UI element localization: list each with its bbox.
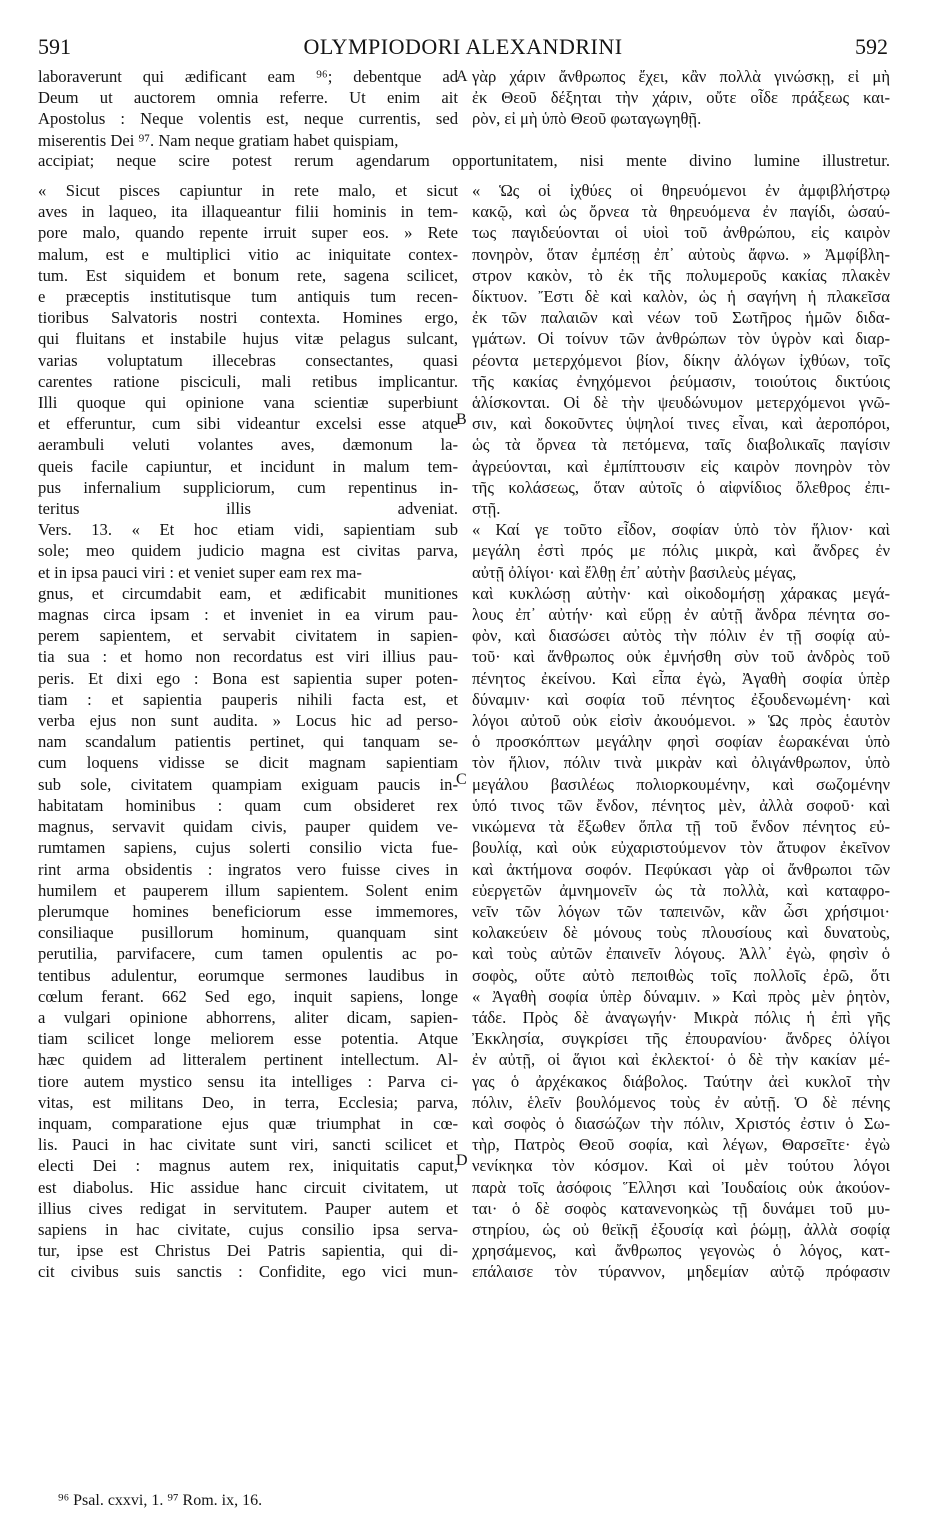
text-line: Vers. 13. « Et hoc etiam vidi, sapientiam sub [38,520,458,540]
text-line: νεῖν τῶν λόγων τῶν ταπεινῶν, κἂν ὦσι χρήσιμοι· [472,901,890,921]
text-line: tia sua : et homo non recordatus est viri illius pau- [38,647,458,667]
text-line: et efferuntur, cum sibi videantur excelsi esse atque [38,414,458,434]
text-line: ἐκ Θεοῦ δέξηται τὴν χάριν, οὔτε οἶδε πράξεως και- [472,88,890,108]
text-line: rint arma obsidentis : ingratos vero fuisse cives in [38,859,458,879]
text-line: « Sicut pisces capiuntur in rete malo, et sicut [38,181,458,200]
text-line: σιν, καὶ δοκοῦντες ὑψηλοί τινες εἶναι, καὶ ἀεροπόροι, [472,414,890,434]
text-line: γμάτων. Οἱ τοίνυν τῶν ἀνθρώπων τὸν ὑγρὸν καὶ διαρ- [472,329,890,349]
text-line: νενίκηκα τὸν κόσμον. Καὶ οἱ μὲν τούτου λόγοι [472,1156,890,1176]
text-line: « Ἀγαθὴ σοφία ὑπὲρ δύναμιν. » Καὶ πρὸς μὲν ῥητὸν, [472,986,890,1006]
text-line: Apostolus : Neque volentis est, neque currentis, sed [38,109,458,129]
text-line: lis. Pauci in hac civitate sunt viri, sancti scilicet et [38,1135,458,1155]
text-line: tiam scilicet longe meliorem esse potentia. Atque [38,1029,458,1049]
text-line: χρησάμενος, καὶ ἄνθρωπος γεγονὼς ὁ λόγος, κατ- [472,1241,890,1261]
text-line: μεγάλη ἐστὶ πρός με πόλις μικρὰ, καὶ ἄνδρες ἐν [472,541,890,561]
text-line: humilem et pauperem illum sapientem. Solent enim [38,880,458,900]
text-line: inquam, comparatione ejus quæ triumphat in cœ- [38,1113,458,1133]
text-line: aves in laqueo, ita illaqueantur filii hominis in tem- [38,202,458,222]
text-line: rumtamen sapiens, cujus solerti consilio victa fue- [38,838,458,858]
text-line: τῆς κακίας ἐνηχόμενοι ῥεύμασιν, τοιούτοις δικτύοις [472,371,890,391]
text-line: Ἐκκλησία, συγκρίσει τῆς ἐπουρανίου· ἄνδρες ὀλίγοι [472,1029,890,1049]
text-line: gnus, et circumdabit eam, et ædificabit munitiones [38,583,458,603]
text-line: habitatam hominibus : quam cum obsideret rex [38,795,458,815]
text-line: καὶ ἀκτήμονα σοφόν. Πεφύκασι γὰρ οἱ ἄνθρωποι τῶν [472,859,890,879]
text-line: κακῷ, καὶ ὡς ὄρνεα τὰ θηρευόμενα ἐν παγίδι, ὡσαύ- [472,202,890,222]
text-line: ὑπό τινος τῶν ἔνδον, πένητος μὲν, ἀλλὰ σοφοῦ· καὶ [472,795,890,815]
page-number-right: 592 [855,34,888,59]
text-line: « Ὡς οἱ ἰχθύες οἱ θηρευόμενοι ἐν ἀμφιβλήστρῳ [472,181,890,200]
text-line: φὸν, καὶ διασώσει αὐτὸς τὴν πόλιν ἐν τῇ σοφίᾳ αὐ- [472,626,890,646]
text-line: est diabolus. Hic assidue hanc circuit civitatem, ut [38,1177,458,1197]
text-line: λους ἐπ᾽ αὐτήν· καὶ εὕρῃ ἐν αὐτῇ ἄνδρα πένητα σο- [472,605,890,625]
text-line: hæc quidem ad litteralem pertinent intellectum. Al- [38,1050,458,1070]
text-line: cœlum ferant. 662 Sed ego, inquit sapiens, longe [38,986,458,1006]
text-line: pus infernalium suppliciorum, cum repentinus in- [38,477,458,497]
text-line: sapiens in hac civitate, cujus consilio ipsa serva- [38,1219,458,1239]
text-line: cit civibus suis sanctis : Confidite, ego vici mun- [38,1262,458,1282]
text-line: επάλαισε τὸν τύραννον, μηδεμίαν αὐτῷ πρόφασιν [472,1262,890,1282]
text-line: τως παγιδεύονται οἱ υἱοὶ τοῦ ἀνθρώπου, εἰς καιρὸν [472,223,890,243]
text-line: στρον κακὸν, τὸ ἐκ τῆς πολυμεροῦς κακίας πλακὲν [472,265,890,285]
text-line: τάδε. Πρὸς δὲ ἀναγωγήν· Μικρὰ πόλις ἡ ἐπὶ γῆς [472,1007,890,1027]
text-line: καὶ σοφὸς ὁ διασώζων τὴν πόλιν, Χριστός ἐστιν ὁ Σω- [472,1113,890,1133]
text-line: σοφὸς, οὔτε αὐτὸ πεποιθὼς τοῖς πολλοῖς ἐρῶ, ὅτι [472,965,890,985]
text-line: consiliaque pusillorum hominum, quanquam sint [38,923,458,943]
greek-column [472,180,890,1283]
text-line: tum. Est siquidem et bonum rete, sagena scilicet, [38,265,458,285]
text-line: ται· ὁ δὲ σοφὸς κατανενοηκὼς τῇ δυνάμει τοῦ μυ- [472,1198,890,1218]
text-line: pore malo, quando repente irruit super eos. » Rete [38,223,458,243]
text-line: ἁλίσκονται. Οἱ δὲ τὴν ψευδώνυμον μετερχόμενοι γνῶ- [472,393,890,413]
text-line: electi Dei : magnus autem rex, iniquitatis caput, [38,1156,458,1176]
text-line: aerambuli veluti volantes aves, dæmonum la- [38,435,458,455]
text-line: varias voluptatum illecebras consectantes, quasi [38,350,458,370]
text-line: magnas circa ipsam : et inveniet in ea virum pau- [38,605,458,625]
text-line: τὸν ἥλιον, πόλιν τινὰ μικρὰν καὶ ὀλιγάνθρωπον, ὑπὸ [472,753,890,773]
text-line: accipiat; neque scire potest rerum agendarum opportunitatem, nisi mente divino lumine illustretur. [38,151,890,170]
text-line: ρὸν, εἰ μὴ ὑπὸ Θεοῦ φωταγωγηθῇ. [472,109,702,129]
text-line: Illi quoque qui opinione vana scientiæ superbiunt [38,393,458,413]
text-line: ἀγρεύονται, καὶ ἐμπίπτουσιν εἰς καιρὸν πονηρὸν τὸν [472,456,890,476]
text-line: sole; meo quidem judicio magna est civitas parva, [38,541,458,561]
text-line: πόλιν, ἑλεῖν βουλόμενος τοὺς ἐν αὐτῇ. Ὁ δὲ πένης [472,1092,890,1112]
text-line: ὡς τὰ ὄρνεα τὰ πετόμενα, ταῖς διαβολικαῖς παγίσιν [472,435,890,455]
running-title: OLYMPIODORI ALEXANDRINI [303,34,623,59]
text-line: sub sole, civitatem quampiam exiguam paucis in- [38,774,458,794]
text-line: tur, ipse est Christus Dei Patris sapientia, qui di- [38,1241,458,1261]
text-line: ἐκ τῶν παλαιῶν καὶ νέων τοῦ Σωτῆρος ἡμῶν διδα- [472,308,890,328]
text-line: τῆς κολάσεως, ὅταν αὐτοῖς ὁ αἰφνίδιος ὄλεθρος ἐπι- [472,477,890,497]
text-line: plerumque homines beneficiorum esse immemores, [38,901,458,921]
text-line: peris. Et dixi ego : Bona est sapientia super poten- [38,668,458,688]
section-marker-c: C [456,771,467,788]
page-header [38,34,888,64]
text-line: illius cives redigat in servitutem. Pauper autem et [38,1198,458,1218]
text-line: κολακεύειν δὲ μόνους τοὺς πλουσίους καὶ δυνατοὺς, [472,923,890,943]
text-line: τὴρ, Πατρὸς Θεοῦ σοφία, καὶ λέγων, Θαρσεῖτε· ἐγὼ [472,1135,890,1155]
footnotes: ⁹⁶ Psal. cxxvi, 1. ⁹⁷ Rom. ix, 16. [58,1492,263,1509]
text-line: ἐν αὐτῇ, οἱ ἅγιοι καὶ ἐκλεκτοί· ὁ δὲ τὴν κακίαν μέ- [472,1050,890,1070]
text-line: cum loquens vidisse se dicit magnam sapientiam [38,753,458,773]
text-line: στῇ. [472,499,501,519]
text-line: qui fluitans et instabile hujus vitæ pelagus sulcant, [38,329,458,349]
text-line: « Καί γε τοῦτο εἶδον, σοφίαν ὑπὸ τὸν ἥλιον· καὶ [472,520,890,540]
greek-column-top [472,66,890,130]
text-line: a vulgari opinione abhorrens, aliter dicam, sapien- [38,1007,458,1027]
text-line: γας ὁ ἀρχέκακος διάβολος. Ταύτην ἀεὶ κυκλοῖ τὴν [472,1071,890,1091]
text-line: στηρίου, ὡς οὐ θεϊκῇ ἐξουσίᾳ καὶ ῥώμῃ, ἀλλὰ σοφίᾳ [472,1219,890,1239]
section-marker-a: A [456,68,468,85]
text-line: καὶ τοὺς αὐτῶν ἐπαινεῖν λόγους. Ἀλλ᾽ ἐγὼ, φησὶν ὁ [472,944,890,964]
text-line: πένητος ἐκείνου. Καὶ εἶπα ἐγὼ, Ἀγαθὴ σοφία ὑπὲρ [472,668,890,688]
text-line: vitas, est militans Deo, in terra, Ecclesia; parva, [38,1092,458,1112]
text-line: Deum ut auctorem omnia referre. Ut enim ait [38,88,458,108]
text-line: τοῦ· καὶ ἄνθρωπος οὐκ ἐμνήσθη σὺν τοῦ ἀνδρὸς τοῦ [472,647,890,667]
latin-column [38,180,458,1283]
text-line: nam scandalum patientis pertinet, qui tanquam se- [38,732,458,752]
text-line: βουλίᾳ, καὶ οὐκ εὐχαριστούμενον τὸν ἄτυφον ἐκεῖνον [472,838,890,858]
text-line: teritus illis adveniat. [38,499,458,519]
text-line: παρὰ τοῖς ἀσόφοις Ἕλλησι καὶ Ἰουδαίοις οὐκ ἀκούον- [472,1177,890,1197]
text-line: tioribus Salvatoris nostri contexta. Homines ergo, [38,308,458,328]
text-line: μεγάλου βασιλέως πολιορκουμένην, καὶ σωζομένην [472,774,890,794]
text-line: laboraverunt qui ædificant eam ⁹⁶; debentque ad [38,67,458,86]
text-line: εὐεργετῶν ἀμνημονεῖν ὡς τὰ πολλὰ, καὶ καταφρο- [472,880,890,900]
text-line: verba ejus non sunt audita. » Locus hic ad perso- [38,711,458,731]
section-marker-d: D [456,1152,468,1169]
text-line: magnus, servavit quidam civis, pauper quidem ve- [38,817,458,837]
text-line: perem sapientem, et servabit civitatem in sapien- [38,626,458,646]
latin-column-top [38,66,458,151]
text-line: γὰρ χάριν ἄνθρωπος ἔχει, κἂν πολλὰ γινώσκῃ, εἰ μὴ [472,67,890,86]
text-line: δίκτυον. Ἔστι δὲ καὶ καλὸν, ὡς ἡ σαγήνη ἡ πλακεῖσα [472,287,890,307]
text-line: malum, est e multiplici vitio ac iniquitate contex- [38,244,458,264]
text-line: ὁ προσκόπτων μεγάλην φησὶ σοφίαν ἑωρακέναι ὑπὸ [472,732,890,752]
text-line: tiam : et sapientia pauperis nihili facta est, et [38,689,458,709]
text-line: νικώμενα τὰ ἔξωθεν ὅπλα τῇ τοῦ ἔνδον πένητος εὐ- [472,817,890,837]
text-line: e præceptis institutisque tum antiquis tum recen- [38,287,458,307]
text-line: αὐτῇ ὀλίγοι· καὶ ἔλθῃ ἐπ᾽ αὐτὴν βασιλεὺς μέγας, [472,562,797,582]
text-line: δύναμιν· καὶ σοφία τοῦ πένητος ἐξουδενωμένη· καὶ [472,689,890,709]
text-line: λόγοι αὐτοῦ οὐκ εἰσὶν ἀκουόμενοι. » Ὡς πρὸς ἑαυτὸν [472,711,890,731]
text-line: perutilia, parvifacere, cum tamen opulentis ac po- [38,944,458,964]
text-line: πονηρὸν, ὅταν ἐμπέσῃ ἐπ᾽ αὐτοὺς ἄφνω. » Ἀμφίβλη- [472,244,890,264]
text-line: carentes ratione pisciculi, mali retibus implicantur. [38,371,458,391]
text-line: et in ipsa pauci viri : et veniet super eam rex ma- [38,562,362,582]
text-line: miserentis Dei ⁹⁷. Nam neque gratiam habet quispiam, [38,130,399,150]
text-line: tiore autem mystico sensu ita intelliges : Parva ci- [38,1071,458,1091]
full-width-text [38,150,890,171]
text-line: tentibus adulentur, eorumque sermones laudibus in [38,965,458,985]
section-marker-b: B [456,411,467,428]
text-line: queis facile capiuntur, et incidunt in malum tem- [38,456,458,476]
text-line: ρέοντα μετερχόμενοι βίον, δίκην ἀλόγων ἰχθύων, τοῖς [472,350,890,370]
page-number-left: 591 [38,34,71,59]
text-line: καὶ κυκλώσῃ αὐτὴν· καὶ οἰκοδομήσῃ χάρακας μεγά- [472,583,890,603]
